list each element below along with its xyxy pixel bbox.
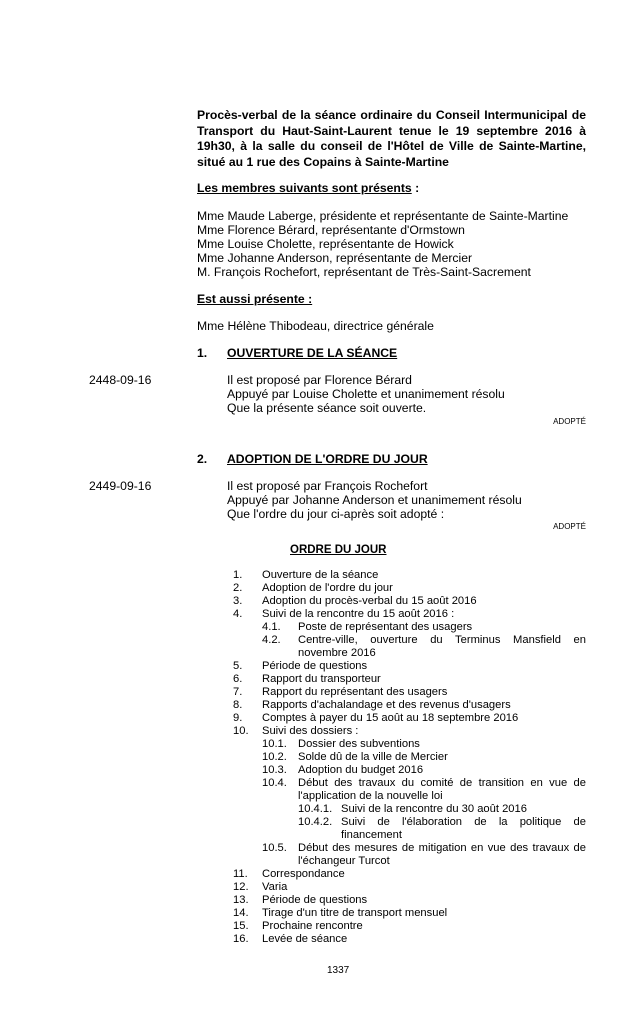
- member-line: Mme Louise Cholette, représentante de Howick: [197, 237, 454, 251]
- member-line: M. François Rochefort, représentant de Très-Saint-Sacrement: [197, 265, 531, 279]
- resolution-line: Que la présente séance soit ouverte.: [227, 401, 427, 415]
- agenda-title: ORDRE DU JOUR: [290, 544, 387, 556]
- resolution-number: 2449-09-16: [89, 479, 152, 493]
- also-present-heading: Est aussi présente :: [197, 292, 313, 306]
- section-number: 2.: [197, 452, 208, 466]
- resolution-line: Il est proposé par François Rochefort: [227, 479, 428, 493]
- resolution-line: Que l'ordre du jour ci-après soit adopté :: [227, 507, 445, 521]
- document-title: Procès-verbal de la séance ordinaire du Conseil Intermunicipal de Transport du Haut-Saint-Laurent tenue le 19 septembre 2016 à 19h30, à la salle du conseil de l'Hôtel de Ville de Sainte-Martine, situé au 1 rue des Copains à Sainte-Martine: [197, 108, 586, 169]
- member-line: Mme Johanne Anderson, représentante de Mercier: [197, 251, 473, 265]
- present-heading-colon: :: [411, 181, 420, 195]
- present-heading: Les membres suivants sont présents: [197, 181, 412, 195]
- page-number: 1337: [327, 965, 350, 976]
- also-present-line: Mme Hélène Thibodeau, directrice générale: [197, 319, 434, 333]
- resolution-line: Il est proposé par Florence Bérard: [227, 373, 412, 387]
- member-line: Mme Florence Bérard, représentante d'Ormstown: [197, 223, 465, 237]
- resolution-line: Appuyé par Johanne Anderson et unanimement résolu: [227, 493, 522, 507]
- present-heading-line: [197, 181, 419, 195]
- resolution-line: Appuyé par Louise Cholette et unanimement résolu: [227, 387, 505, 401]
- section-heading: ADOPTION DE L'ORDRE DU JOUR: [227, 452, 428, 466]
- resolution-number: 2448-09-16: [89, 373, 152, 387]
- section-heading: OUVERTURE DE LA SÉANCE: [227, 346, 398, 360]
- adopted-status: ADOPTÉ: [553, 417, 586, 426]
- section-number: 1.: [197, 346, 208, 360]
- member-line: Mme Maude Laberge, présidente et représentante de Sainte-Martine: [197, 209, 569, 223]
- adopted-status: ADOPTÉ: [553, 522, 586, 531]
